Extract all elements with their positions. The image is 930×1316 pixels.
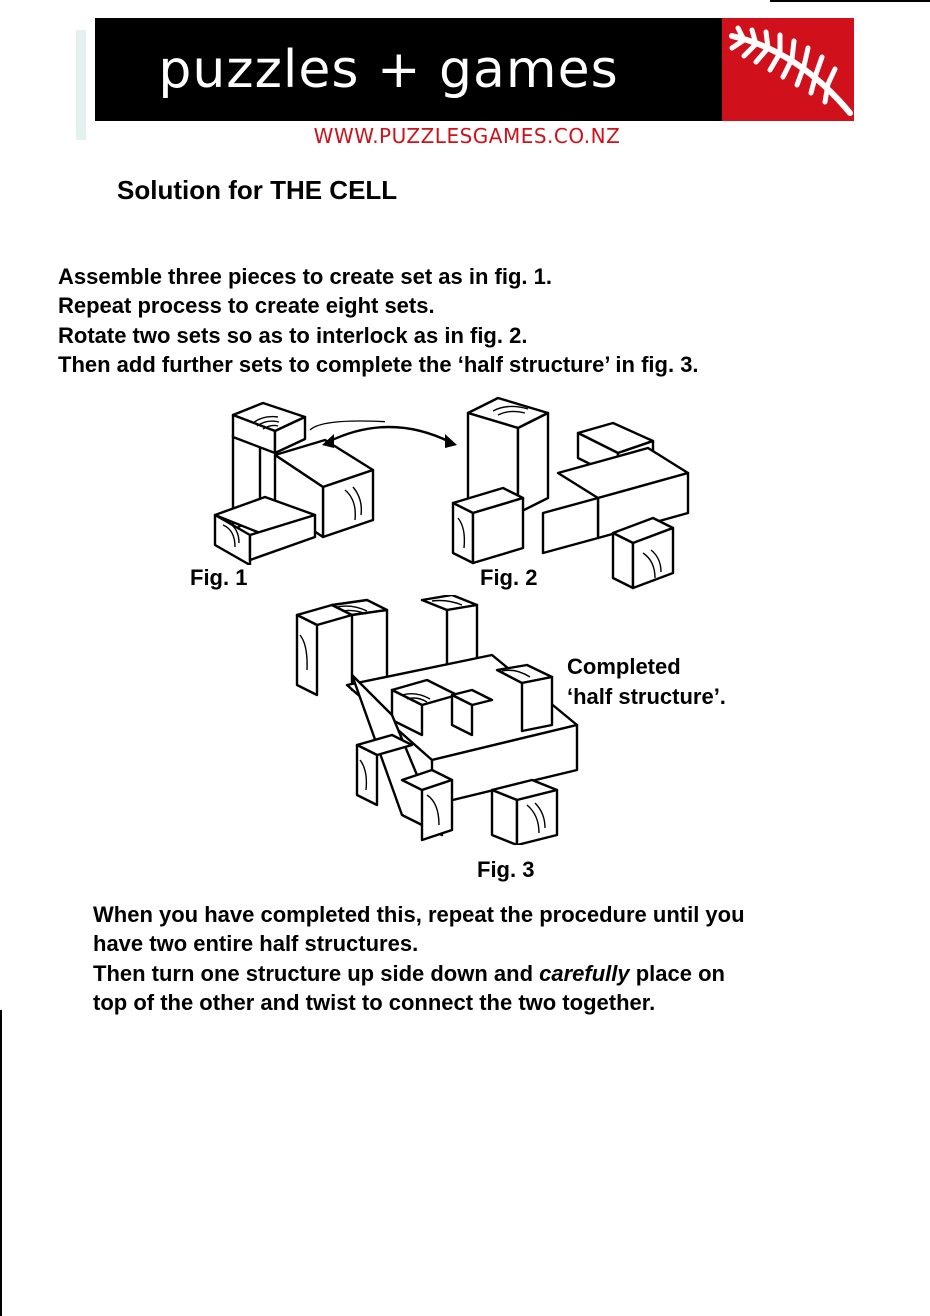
instruction-text: Then turn one structure up side down and [93, 960, 540, 986]
instruction-line: When you have completed this, repeat the procedure until you [93, 902, 745, 927]
instructions-intro [58, 262, 918, 380]
instructions-final [93, 900, 893, 1018]
instruction-line: Repeat process to create eight sets. [58, 293, 435, 319]
instruction-line: have two entire half structures. [93, 931, 419, 957]
instruction-line: Assemble three pieces to create set as in fig. 1. [58, 264, 552, 289]
figure-3-illustration [292, 595, 587, 850]
silver-fern-icon [722, 18, 854, 121]
half-structure-note [567, 652, 726, 712]
instruction-line [93, 959, 893, 988]
left-rule [0, 1010, 2, 1316]
note-line: Completed [567, 654, 681, 679]
note-line: ‘half structure’. [567, 684, 726, 709]
swap-arrow-icon [322, 418, 457, 463]
figure-2-caption: Fig. 2 [480, 565, 538, 590]
instruction-text: place on [629, 960, 725, 986]
website-url: WWW.PUZZLESGAMES.CO.NZ [313, 124, 621, 148]
top-rule [770, 0, 930, 2]
figure-3-caption: Fig. 3 [477, 857, 535, 882]
figure-1-caption: Fig. 1 [190, 565, 248, 590]
emphasis-text: carefully [539, 960, 630, 986]
instruction-line: Rotate two sets so as to interlock as in fig. 2. [58, 322, 528, 348]
instruction-line: top of the other and twist to connect the two together. [93, 990, 656, 1016]
brand-wordmark: puzzles + games [158, 39, 619, 100]
page-title: Solution for THE CELL [117, 175, 398, 205]
instruction-line: Then add further sets to complete the ‘half structure’ in fig. 3. [58, 352, 699, 378]
